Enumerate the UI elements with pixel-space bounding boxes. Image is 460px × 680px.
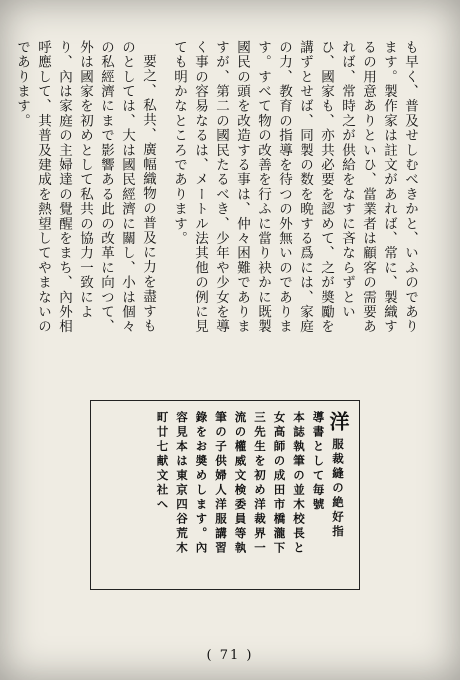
paragraph-2: 要之、私共、廣幅織物の普及に力を盡すものとしては、大は國民經濟に關し、小は個々の私經濟にまで影響ある此の改革に向つて、外は國家を初めとして私共の協力一致により、內は家庭の主婦達の覺醒をまち、內外相呼應して、其普及建成を熱望してやまないのであります。: [14, 40, 156, 334]
page-number: ( 71 ): [206, 648, 254, 663]
advertisement-text: 服裁縫の絶好指 導書として毎號 本誌執筆の並木校長と 女高師の成田市橋瀧下 三先生を初め洋裁界一 流の權威文検委員等執 筆の子供婦人洋服講習 錄をお奬めします。內 容見本は東京四谷荒木 町廿七献文社へ: [155, 411, 345, 556]
advertisement-content: [103, 411, 350, 579]
advertisement-title: 洋: [326, 411, 350, 431]
advertisement-box: [90, 400, 360, 590]
article-body: [14, 40, 420, 340]
paragraph-1: も早く、普及せしむべきかと、いふのであります。製作家は註文があれば、常に、製織するの用意ありといひ、當業者は顧客の需要あれば、常時之が供給をなすに吝ならずといひ、國家も、亦共必要を認めて、之が奬勵を講ずとせば、同製の数を晩する爲には、家庭の力、教育の指導を待つの外無いのであります。すべて物の改善を行ふに當り袂かに既製國民の頭を改造する事は、仲々困難でありますが、第二の國民たるべき、少年や少女を導く事の容易なるは、メートル法其他の例に見ても明かなところであります。: [171, 40, 418, 334]
